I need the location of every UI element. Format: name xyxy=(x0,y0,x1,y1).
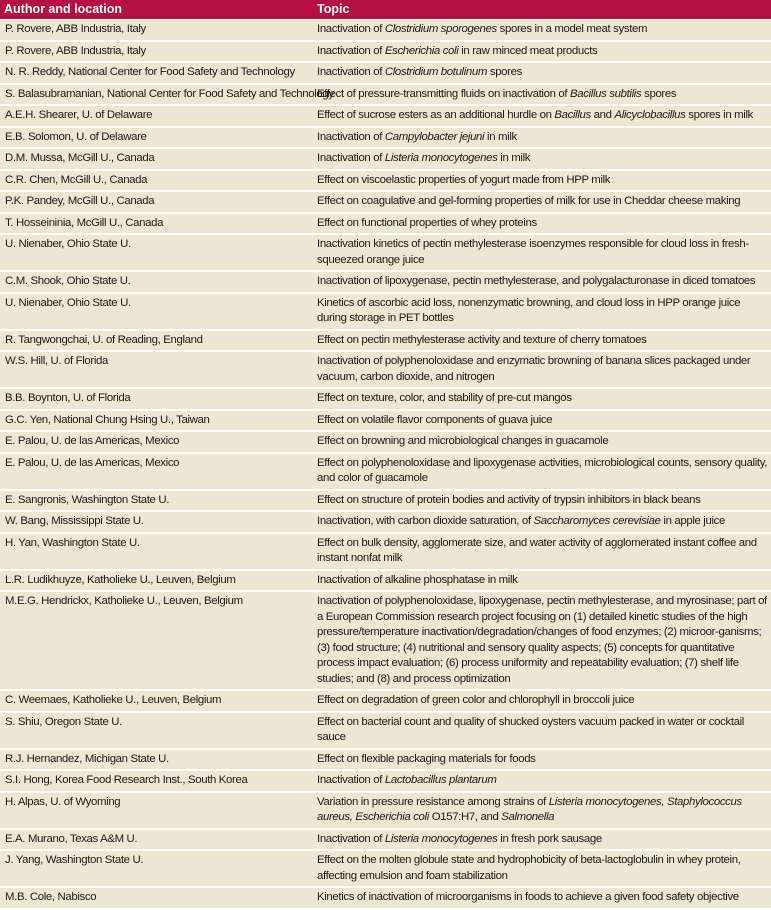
topic-text: Kinetics of inactivation of microorganisms in foods to achieve a given food safety objective xyxy=(317,891,739,903)
topic-cell xyxy=(313,571,767,591)
species-name: Salmonella xyxy=(501,811,555,823)
author-cell: W. Bang, Mississippi State U. xyxy=(5,515,144,527)
author-cell: E.A. Murano, Texas A&M U. xyxy=(5,832,138,845)
topic-text: in apple juice xyxy=(660,515,725,527)
author-cell: L.R. Ludikhuyze, Katholieke U., Leuven, Belgium xyxy=(5,573,236,586)
topic-text: Inactivation of alkaline phosphatase in milk xyxy=(317,573,518,586)
author-cell: H. Yan, Washington State U. xyxy=(5,536,140,549)
topic-text: Inactivation, with carbon dioxide saturation, of xyxy=(317,515,534,527)
topic-cell xyxy=(313,85,767,105)
species-name: Lactobacillus plantarum xyxy=(384,774,497,786)
topic-text: Effect on functional properties of whey proteins xyxy=(317,216,537,229)
topic-text: Effect of sucrose esters as an additional hurdle on xyxy=(317,109,555,121)
topic-text: spores in milk xyxy=(685,109,753,121)
topic-text: in fresh pork sausage xyxy=(497,832,602,845)
topic-text: Inactivation kinetics of pectin methylesterase isoenzymes responsible for cloud loss in fresh-squeezed orange juice xyxy=(317,238,749,266)
column-header-topic: Topic xyxy=(317,2,350,16)
author-cell: C. Weemaes, Katholieke U., Leuven, Belgium xyxy=(5,694,222,706)
topic-cell xyxy=(313,63,767,83)
topic-cell xyxy=(313,851,767,886)
table-row xyxy=(0,851,771,888)
topic-cell xyxy=(313,592,767,689)
topic-cell xyxy=(313,20,767,40)
topic-cell xyxy=(313,830,767,850)
table-row xyxy=(0,272,771,294)
species-name: Bacillus xyxy=(554,109,591,121)
column-header-author: Author and location xyxy=(4,2,123,16)
topic-cell xyxy=(313,149,767,169)
table-row xyxy=(0,192,771,214)
topic-text: Inactivation of xyxy=(317,44,385,57)
author-cell: P. Rovere, ABB Industria, Italy xyxy=(5,44,146,57)
topic-text: Inactivation of xyxy=(317,130,385,143)
table-row xyxy=(0,432,771,454)
topic-text: Effect on pectin methylesterase activity and texture of cherry tomatoes xyxy=(317,333,647,346)
topic-text: Effect on coagulative and gel-forming properties of milk for use in Cheddar cheese making xyxy=(317,195,741,207)
species-name: Listeria monocytogenes xyxy=(384,832,498,845)
topic-text: Effect on volatile flavor components of guava juice xyxy=(317,413,553,426)
author-cell: C.R. Chen, McGill U., Canada xyxy=(5,173,148,186)
species-name: Listeria monocytogenes xyxy=(384,152,498,164)
topic-cell xyxy=(313,750,767,770)
topic-text: Inactivation of lipoxygenase, pectin methylesterase, and polygalacturonase in diced tomatoes xyxy=(317,275,756,287)
topic-cell xyxy=(313,491,767,511)
topic-cell xyxy=(313,192,767,212)
author-cell: E. Palou, U. de las Americas, Mexico xyxy=(5,435,180,447)
species-name: Saccharomyces cerevisiae xyxy=(533,515,661,527)
table-row xyxy=(0,128,771,150)
topic-cell xyxy=(313,352,767,387)
author-cell: P.K. Pandey, McGill U., Canada xyxy=(5,195,155,207)
species-name: Listeria monocytogenes, Staphylococcus aureus, Escherichia coli xyxy=(317,795,742,823)
topic-cell xyxy=(313,454,767,489)
topic-text: Inactivation of polyphenoloxidase, lipoxygenase, pectin methylesterase, and myrosinase; part of a European Commission research project focusing on (1) detailed kinetic studies of the high pressure/temperature inactivation/degradation/changes of food enzymes; (2) microor-ganisms; (3) food structure; (4) nutritional and sensory quality aspects; (5) concepts for quantitative process impact evaluation; (6) process uniformity and repeatability evaluation; (7) shelf life studies; and (8) and process optimization xyxy=(317,595,767,685)
topic-text: in milk xyxy=(497,152,531,164)
author-cell: U. Nienaber, Ohio State U. xyxy=(5,296,131,309)
topic-cell xyxy=(313,331,767,351)
author-cell: W.S. Hill, U. of Florida xyxy=(5,355,108,367)
topic-text: Inactivation of xyxy=(317,832,385,845)
table-row xyxy=(0,592,771,691)
topic-text: spores xyxy=(487,66,522,78)
topic-text: Effect on flexible packaging materials for foods xyxy=(317,752,536,765)
table-row xyxy=(0,352,771,389)
table-row xyxy=(0,830,771,852)
topic-cell xyxy=(313,42,767,62)
author-cell: E. Palou, U. de las Americas, Mexico xyxy=(5,456,180,469)
topic-cell xyxy=(313,432,767,452)
topic-text: Effect on the molten globule state and hydrophobicity of beta-lactoglobulin in whey protein, affecting emulsion and foam stabilization xyxy=(317,854,741,882)
topic-cell xyxy=(313,106,767,126)
topic-text: Inactivation of xyxy=(317,23,385,35)
table-row xyxy=(0,534,771,571)
species-name: Clostridium botulinum xyxy=(384,66,488,78)
species-name: Escherichia coli xyxy=(384,44,459,57)
table-row xyxy=(0,389,771,411)
author-cell: U. Nienaber, Ohio State U. xyxy=(5,238,131,250)
author-cell: P. Rovere, ABB Industria, Italy xyxy=(5,23,146,35)
species-name: Bacillus subtilis xyxy=(570,87,642,100)
topic-text: and xyxy=(590,109,615,121)
author-cell: R.J. Hernandez, Michigan State U. xyxy=(5,752,169,765)
topic-text: Inactivation of xyxy=(317,66,385,78)
table-row xyxy=(0,793,771,830)
author-cell: M.E.G. Hendrickx, Katholieke U., Leuven, Belgium xyxy=(5,595,243,607)
species-name: Campylobacter jejuni xyxy=(384,130,485,143)
topic-cell xyxy=(313,272,767,292)
topic-text: Inactivation of xyxy=(317,152,385,164)
author-cell: B.B. Boynton, U. of Florida xyxy=(5,392,131,404)
topic-text: Effect on bacterial count and quality of shucked oysters vacuum packed in water or cocktail sauce xyxy=(317,715,744,743)
topic-text: in raw minced meat products xyxy=(458,44,598,57)
author-cell: S.I. Hong, Korea Food Research Inst., South Korea xyxy=(5,774,248,786)
table-row xyxy=(0,214,771,236)
table-row xyxy=(0,331,771,353)
table-row xyxy=(0,512,771,534)
topic-cell xyxy=(313,691,767,711)
topic-text: spores xyxy=(641,87,677,100)
table-row xyxy=(0,106,771,128)
author-cell: C.M. Shook, Ohio State U. xyxy=(5,275,131,287)
topic-text: Effect on texture, color, and stability of pre-cut mangos xyxy=(317,392,572,404)
topic-text: Inactivation of polyphenoloxidase and enzymatic browning of banana slices packaged under vacuum, carbon dioxide, and nitrogen xyxy=(317,355,751,383)
topic-text: in milk xyxy=(484,130,517,143)
topic-text: Effect on bulk density, agglomerate size, and water activity of agglomerated instant coffee and instant nonfat milk xyxy=(317,536,757,564)
topic-cell xyxy=(313,534,767,569)
topic-cell xyxy=(313,235,767,270)
table-row xyxy=(0,691,771,713)
species-name: Alicyclobacillus xyxy=(614,109,686,121)
table-row xyxy=(0,454,771,491)
topic-cell xyxy=(313,411,767,431)
author-cell: N. R. Reddy, National Center for Food Safety and Technology xyxy=(5,66,295,78)
topic-cell xyxy=(313,512,767,532)
topic-cell xyxy=(313,771,767,791)
table-row xyxy=(0,750,771,772)
topic-cell xyxy=(313,389,767,409)
author-cell: S. Balasubramanian, National Center for Food Safety and Technology xyxy=(5,87,334,100)
topic-text: spores in a model meat system xyxy=(496,23,648,35)
table-row xyxy=(0,149,771,171)
topic-cell xyxy=(313,888,767,908)
table-row xyxy=(0,42,771,64)
author-cell: M.B. Cole, Nabisco xyxy=(5,891,97,903)
table-row xyxy=(0,171,771,193)
table-row xyxy=(0,20,771,42)
topic-text: O157:H7, and xyxy=(428,811,502,823)
topic-cell xyxy=(313,171,767,191)
topic-text: Effect on structure of protein bodies and activity of trypsin inhibitors in black beans xyxy=(317,493,701,506)
author-cell: D.M. Mussa, McGill U., Canada xyxy=(5,152,155,164)
topic-cell xyxy=(313,713,767,748)
topic-text: Variation in pressure resistance among strains of xyxy=(317,795,549,808)
species-name: Clostridium sporogenes xyxy=(384,23,497,35)
table-row xyxy=(0,235,771,272)
topic-text: Effect on browning and microbiological changes in guacamole xyxy=(317,435,609,447)
topic-text: Effect of pressure-transmitting fluids on inactivation of xyxy=(317,87,570,100)
topic-cell xyxy=(313,294,767,329)
topic-cell xyxy=(313,214,767,234)
table-row xyxy=(0,63,771,85)
table-row xyxy=(0,713,771,750)
author-cell: G.C. Yen, National Chung Hsing U., Taiwan xyxy=(5,413,210,426)
author-cell: E. Sangronis, Washington State U. xyxy=(5,493,170,506)
table-row xyxy=(0,771,771,793)
table-row xyxy=(0,411,771,433)
table-row xyxy=(0,491,771,513)
table-row xyxy=(0,294,771,331)
table-body xyxy=(0,20,771,910)
topic-text: Inactivation of xyxy=(317,774,385,786)
topic-text: Effect on polyphenoloxidase and lipoxygenase activities, microbiological counts, sensory quality, and color of guacamole xyxy=(317,456,768,484)
table-row xyxy=(0,888,771,910)
author-cell: A.E.H. Shearer, U. of Delaware xyxy=(5,109,153,121)
author-cell: T. Hosseininia, McGill U., Canada xyxy=(5,216,164,229)
topic-text: Kinetics of ascorbic acid loss, nonenzymatic browning, and cloud loss in HPP orange juice during storage in PET bottles xyxy=(317,296,741,324)
table-header xyxy=(0,0,771,20)
table-row xyxy=(0,85,771,107)
table-row xyxy=(0,571,771,593)
author-cell: H. Alpas, U. of Wyoming xyxy=(5,795,121,808)
topic-text: Effect on degradation of green color and chlorophyll in broccoli juice xyxy=(317,694,635,706)
topic-cell xyxy=(313,128,767,148)
author-cell: J. Yang, Washington State U. xyxy=(5,854,144,866)
author-cell: S. Shiu, Oregon State U. xyxy=(5,715,122,728)
topic-text: Effect on viscoelastic properties of yogurt made from HPP milk xyxy=(317,173,611,186)
author-cell: E.B. Solomon, U. of Delaware xyxy=(5,130,147,143)
author-cell: R. Tangwongchai, U. of Reading, England xyxy=(5,333,203,346)
topic-cell xyxy=(313,793,767,828)
